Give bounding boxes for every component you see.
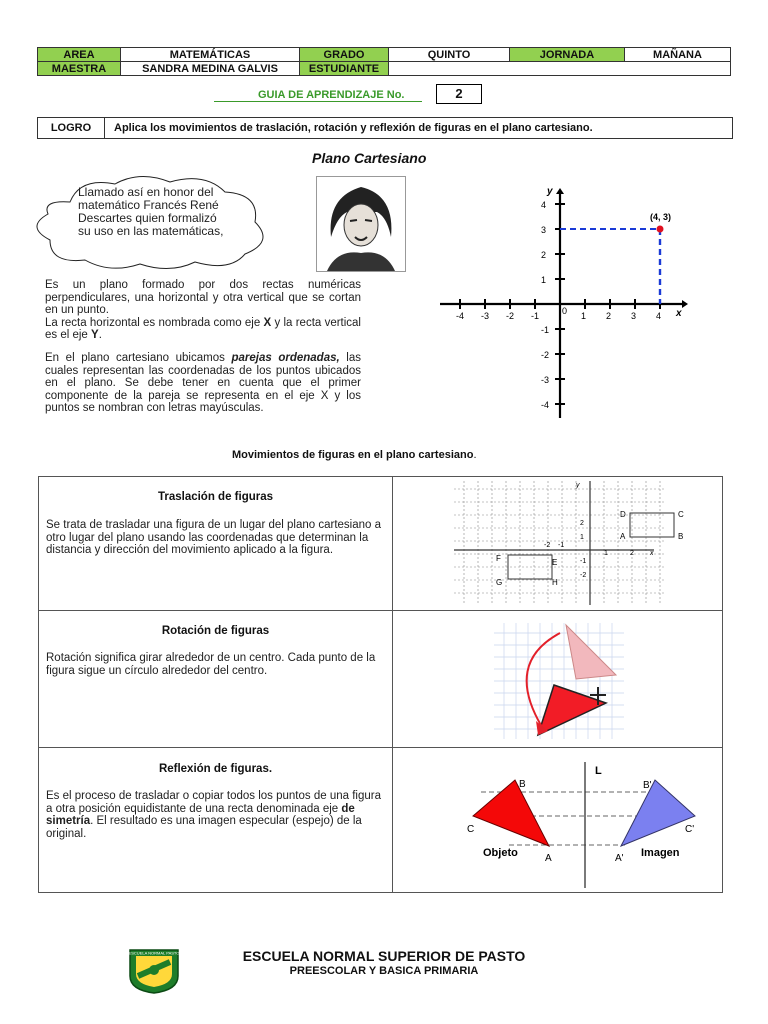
vertex-label-b: B	[519, 779, 526, 790]
x-tick-label: 2	[606, 311, 612, 321]
vertex-label: C	[678, 510, 684, 519]
axis-tick-label: 1	[604, 550, 608, 557]
intro-paragraph-1	[45, 279, 361, 342]
translation-rect-abcd	[630, 513, 674, 537]
translation-figure	[454, 481, 704, 605]
cloud-text: Llamado así en honor del matemático Francés René Descartes quien formalizó su uso en las matemáticas,	[78, 185, 224, 238]
x-axis-label: x	[676, 308, 682, 319]
descartes-portrait	[316, 176, 406, 272]
image-label: Imagen	[641, 847, 680, 859]
y-tick-label: 2	[541, 250, 547, 260]
axis-tick-label: 2	[580, 520, 584, 527]
vertex-label-a-prime: A'	[615, 853, 624, 864]
vertex-label-a: A	[545, 853, 552, 864]
y-tick-label: -3	[541, 375, 550, 385]
school-name: ESCUELA NORMAL SUPERIOR DE PASTO	[242, 948, 526, 964]
axis-tick-label: 1	[580, 534, 584, 541]
portrait-icon	[317, 177, 405, 271]
intro-p1-text-c: y la recta vertical es el eje	[45, 316, 361, 341]
vertex-label: B	[678, 532, 684, 541]
y-tick-label: 3	[541, 225, 547, 235]
cartesian-plane	[440, 180, 700, 420]
origin-label: 0	[562, 306, 568, 316]
x-tick-label: -3	[481, 311, 490, 321]
x-tick-label: -2	[506, 311, 515, 321]
student-value[interactable]	[389, 62, 731, 76]
vertex-label-c: C	[467, 824, 475, 835]
logro-label: LOGRO	[38, 118, 105, 138]
intro-ordered-pairs: parejas ordenadas,	[231, 352, 340, 364]
x-tick-label: -4	[456, 311, 465, 321]
y-tick-label: -2	[541, 350, 550, 360]
translation-y-label: y	[576, 482, 580, 489]
reflection-text-a: Es el proceso de trasladar o copiar todos los puntos de una figura a otra posición equidistante de una recta denominada eje	[46, 790, 381, 815]
guide-label: GUIA DE APRENDIZAJE No.	[258, 89, 405, 101]
translation-row	[39, 477, 722, 611]
y-tick-label: -1	[541, 325, 550, 335]
vertex-label-b-prime: B'	[643, 780, 652, 791]
intro-p1-text: Es un plano formado por dos rectas numéricas perpendiculares, una horizontal y otra vertical que se cortan en un punto.	[45, 279, 361, 316]
y-tick-label: -4	[541, 400, 550, 410]
school-level: PREESCOLAR Y BASICA PRIMARIA	[289, 965, 479, 977]
rotation-text: Rotación significa girar alrededor de un centro. Cada punto de la figura sigue un círculo alrededor del centro.	[46, 652, 376, 677]
reflection-symmetry: de simetría	[46, 802, 355, 827]
y-arrow-icon	[556, 188, 564, 194]
vertex-label: F	[496, 554, 501, 563]
movements-title-text: Movimientos de figuras en el plano cartesiano	[232, 449, 474, 461]
vertex-label: E	[552, 558, 558, 567]
vertex-label-c-prime: C'	[685, 824, 695, 835]
intro-y-axis: Y	[91, 329, 99, 341]
guide-underline	[214, 101, 422, 102]
logro-box	[37, 117, 733, 139]
x-arrow-icon	[682, 300, 688, 308]
x-tick-label: 1	[581, 311, 587, 321]
x-tick-label: 3	[631, 311, 637, 321]
translation-text: Se trata de trasladar una figura de un lugar del plano cartesiano a otro lugar del plano usando las coordenadas que determinan la distancia y dirección del movimiento aplicado a la figura.	[46, 519, 381, 556]
axis-tick-label: 2	[630, 550, 634, 557]
reflection-row	[39, 748, 722, 893]
movements-table	[38, 476, 723, 893]
axis-tick-label: -1	[580, 558, 587, 565]
intro-p2-text: En el plano cartesiano ubicamos	[45, 352, 232, 364]
movements-title-period: .	[473, 449, 477, 461]
reflection-figure	[429, 758, 709, 888]
axis-tick-label: -2	[580, 572, 587, 579]
grade-label: GRADO	[300, 48, 389, 62]
point-label: (4, 3)	[650, 212, 672, 222]
vertex-label: G	[496, 578, 503, 587]
intro-p2-text-b: las cuales representan las coordenadas de los puntos ubicados en el plano. Se debe tener en cuenta que el primer componente de la pareja se representa en el eje X y los puntos se nombran con letras mayúsculas.	[45, 352, 361, 414]
reflection-text-b: . El resultado es una imagen especular (espejo) de la original.	[46, 815, 362, 840]
vertex-label: A	[620, 532, 626, 541]
area-label: AREA	[38, 48, 121, 62]
x-tick-label: 4	[656, 311, 662, 321]
axis-tick-label: -2	[544, 542, 551, 549]
shift-label: JORNADA	[510, 48, 625, 62]
column-divider	[392, 477, 393, 892]
student-label: ESTUDIANTE	[300, 62, 389, 76]
point-4-3	[657, 226, 664, 233]
vertex-label: H	[552, 578, 558, 587]
grade-value: QUINTO	[389, 48, 510, 62]
translation-x-label: x	[650, 550, 654, 557]
guide-number: 2	[436, 84, 482, 104]
shift-value: MAÑANA	[625, 48, 731, 62]
y-tick-label: 4	[541, 200, 547, 210]
object-triangle	[473, 780, 549, 846]
header-table	[37, 47, 731, 76]
vertex-label: D	[620, 510, 626, 519]
teacher-label: MAESTRA	[38, 62, 121, 76]
translation-title: Traslación de figuras	[157, 491, 274, 503]
page-title: Plano Cartesiano	[312, 150, 427, 166]
intro-x-axis: X	[263, 316, 272, 329]
axis-label: L	[595, 765, 602, 777]
y-tick-label: 1	[541, 275, 547, 285]
rotation-figure	[494, 623, 624, 739]
intro-p1-text-d: .	[98, 329, 102, 341]
reflection-title: Reflexión de figuras.	[158, 763, 273, 775]
object-label: Objeto	[483, 847, 518, 859]
movements-title	[232, 449, 477, 461]
y-axis-label: y	[547, 186, 553, 197]
rotation-title: Rotación de figuras	[161, 625, 270, 637]
area-value: MATEMÁTICAS	[121, 48, 300, 62]
reflection-text	[46, 790, 381, 840]
rotation-row	[39, 611, 722, 748]
intro-p1-text-b: La recta horizontal es nombrada como eje	[45, 316, 264, 329]
intro-paragraph-2	[45, 352, 361, 415]
axis-tick-label: -1	[558, 542, 565, 549]
seal-text: ESCUELA NORMAL PASTO	[128, 950, 180, 956]
x-tick-label: -1	[531, 311, 540, 321]
teacher-value: SANDRA MEDINA GALVIS	[121, 62, 300, 76]
image-triangle	[621, 780, 695, 846]
logro-text: Aplica los movimientos de traslación, rotación y reflexión de figuras en el plano cartesiano.	[114, 122, 593, 134]
